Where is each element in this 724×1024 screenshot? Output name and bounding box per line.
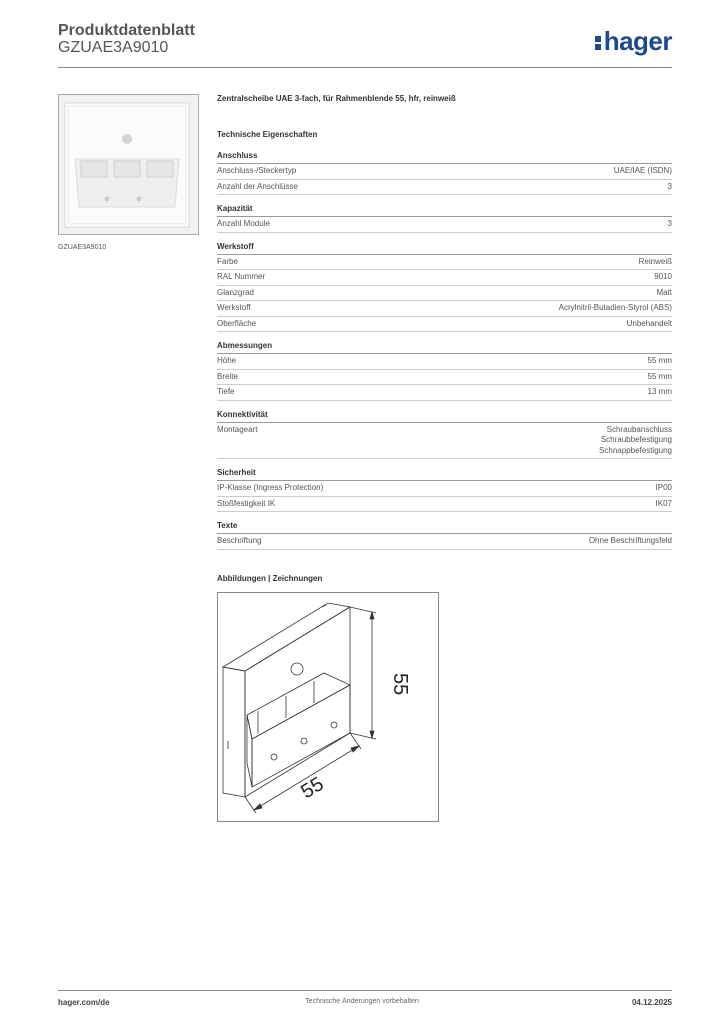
dimension-drawing-icon [218, 593, 438, 821]
spec-label: Farbe [217, 256, 238, 266]
spec-value: 55 mm [647, 371, 672, 381]
spec-label: Glanzgrad [217, 287, 254, 297]
spec-label: Tiefe [217, 387, 235, 396]
spec-label: Werkstoff [217, 303, 251, 312]
spec-label: RAL Nummer [217, 272, 266, 281]
group-title: Konnektivität [217, 410, 672, 423]
spec-value: 9010 [654, 272, 672, 281]
group-title: Kapazität [217, 204, 672, 217]
spec-label: IP-Klasse (Ingress Protection) [217, 483, 324, 492]
spec-value: Unbehandelt [626, 318, 672, 328]
footer-website: hager.com/de [58, 998, 110, 1007]
spec-value: Schraubanschluss [606, 424, 672, 434]
spec-value: Schraubbefestigung [600, 435, 672, 444]
spec-row [217, 180, 672, 196]
header-divider [58, 67, 672, 68]
section-title: Technische Eigenschaften [217, 130, 318, 139]
spec-label: Montageart [217, 424, 258, 434]
spec-row [217, 423, 672, 460]
spec-label: Anschluss-/Steckertyp [217, 166, 297, 175]
spec-row [217, 317, 672, 333]
spec-value: 3 [667, 219, 672, 228]
spec-label: Beschriftung [217, 536, 262, 545]
group-abmessungen [217, 341, 672, 401]
spec-row [217, 385, 672, 401]
spec-label: Stoßfestigkeit IK [217, 498, 276, 508]
footer-divider [58, 990, 672, 991]
spec-value: Schnappbefestigung [599, 445, 672, 455]
spec-value: UAE/IAE (ISDN) [613, 166, 672, 175]
photo-caption: GZUAE3A9010 [58, 244, 107, 251]
hager-logo [595, 26, 672, 57]
group-title: Sicherheit [217, 468, 672, 481]
spec-value: IK07 [655, 498, 672, 508]
spec-row [217, 497, 672, 513]
spec-label: Höhe [217, 356, 237, 365]
spec-label: Oberfläche [217, 318, 257, 328]
spec-value: Reinweiß [638, 256, 672, 266]
spec-label: Breite [217, 371, 238, 381]
group-texte [217, 521, 672, 550]
spec-row [217, 534, 672, 550]
footer-date: 04.12.2025 [631, 998, 672, 1007]
logo-dots-icon [595, 30, 602, 52]
spec-value: Ohne Beschriftungsfeld [588, 536, 672, 545]
spec-value: 3 [667, 181, 672, 191]
article-number: GZUAE3A9010 [58, 39, 169, 56]
group-title: Texte [217, 521, 672, 534]
dimension-height-label: 55 [389, 673, 411, 696]
spec-row [217, 301, 672, 317]
group-werkstoff [217, 242, 672, 333]
spec-row [217, 370, 672, 386]
spec-value: Acrylnitril-Butadien-Styrol (ABS) [558, 303, 672, 312]
group-anschluss [217, 151, 672, 195]
product-image-icon [59, 95, 198, 234]
spec-value: IP00 [655, 483, 672, 492]
spec-label: Anzahl der Anschlüsse [217, 181, 298, 191]
spec-row [217, 481, 672, 497]
drawing-title: Abbildungen | Zeichnungen [217, 574, 323, 583]
spec-row [217, 286, 672, 302]
group-konnektivitaet [217, 410, 672, 460]
group-kapazitaet [217, 204, 672, 233]
technical-specs [217, 94, 672, 559]
logo-text: hager [603, 26, 672, 56]
spec-row [217, 217, 672, 233]
spec-value: 55 mm [647, 356, 672, 365]
technical-drawing [217, 592, 439, 822]
spec-row [217, 255, 672, 271]
group-title: Anschluss [217, 151, 672, 164]
group-title: Werkstoff [217, 242, 672, 255]
group-title: Abmessungen [217, 341, 672, 354]
spec-value-multi [599, 425, 672, 457]
spec-row [217, 164, 672, 180]
dimension-width-label: 55 [297, 772, 328, 804]
spec-row [217, 354, 672, 370]
spec-label: Anzahl Module [217, 219, 270, 228]
spec-value: 13 mm [647, 387, 672, 396]
product-title: Zentralscheibe UAE 3-fach, für Rahmenblende 55, hfr, reinweiß [217, 94, 456, 103]
footer-disclaimer: Technische Änderungen vorbehalten [305, 998, 419, 1005]
doc-type-title: Produktdatenblatt [58, 22, 195, 39]
spec-value: Matt [656, 287, 672, 297]
spec-row [217, 270, 672, 286]
product-photo [58, 94, 199, 235]
group-sicherheit [217, 468, 672, 512]
